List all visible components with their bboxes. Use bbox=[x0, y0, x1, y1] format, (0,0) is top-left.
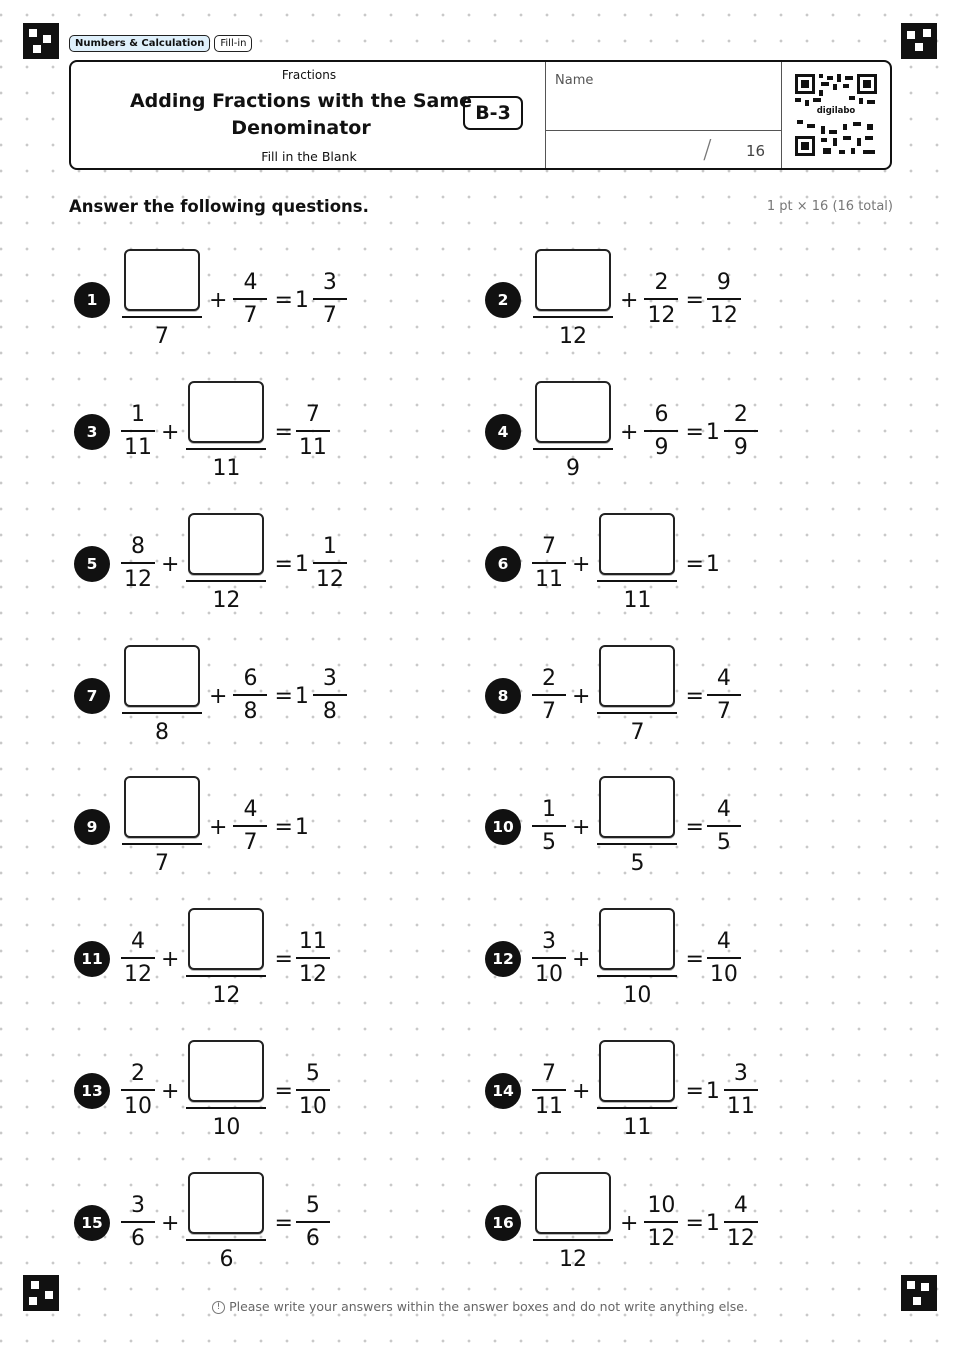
numerator: 2 bbox=[121, 1061, 155, 1091]
problem-number: 9 bbox=[74, 809, 110, 845]
fraction bbox=[120, 1061, 156, 1121]
answer-box[interactable] bbox=[599, 513, 675, 575]
denominator: 12 bbox=[124, 567, 152, 592]
fraction bbox=[232, 797, 268, 857]
denominator: 12 bbox=[212, 588, 241, 613]
answer-box[interactable] bbox=[599, 908, 675, 970]
numerator: 4 bbox=[707, 666, 741, 696]
problem-number: 16 bbox=[485, 1205, 521, 1241]
denominator: 8 bbox=[322, 699, 337, 724]
denominator: 5 bbox=[542, 830, 556, 855]
numerator: 2 bbox=[644, 270, 678, 300]
denominator: 12 bbox=[726, 1226, 755, 1251]
divider bbox=[545, 62, 546, 168]
fraction bbox=[120, 402, 156, 462]
equals-sign: = bbox=[685, 946, 704, 972]
blank-fraction bbox=[595, 908, 679, 1010]
problem-item bbox=[485, 377, 759, 487]
numerator: 3 bbox=[121, 1193, 155, 1223]
blank-fraction bbox=[120, 249, 204, 351]
plus-sign: + bbox=[161, 946, 180, 972]
problem-number: 2 bbox=[485, 282, 521, 318]
denominator: 7 bbox=[155, 324, 169, 349]
answer-box[interactable] bbox=[188, 381, 264, 443]
numerator: 5 bbox=[296, 1061, 330, 1091]
problem-number: 13 bbox=[74, 1073, 110, 1109]
problem-item bbox=[485, 509, 723, 619]
answer-box[interactable] bbox=[535, 1172, 611, 1234]
fraction bbox=[531, 797, 567, 857]
equals-sign: = bbox=[685, 683, 704, 709]
equals-sign: = bbox=[274, 946, 293, 972]
fraction bbox=[723, 1061, 759, 1121]
whole-number: 1 bbox=[705, 1078, 720, 1104]
plus-sign: + bbox=[161, 1078, 180, 1104]
numerator: 3 bbox=[724, 1061, 758, 1091]
fraction bbox=[531, 929, 567, 989]
equals-sign: = bbox=[685, 1078, 704, 1104]
blank-fraction bbox=[184, 1040, 268, 1142]
name-field-label: Name bbox=[555, 73, 594, 88]
denominator: 7 bbox=[716, 699, 731, 724]
denominator: 9 bbox=[733, 435, 748, 460]
problem-number: 6 bbox=[485, 546, 521, 582]
denominator: 11 bbox=[535, 567, 563, 592]
plus-sign: + bbox=[572, 551, 591, 577]
type-tag: Fill-in bbox=[214, 35, 252, 52]
fraction bbox=[643, 1193, 679, 1253]
denominator: 12 bbox=[647, 1226, 676, 1251]
fraction bbox=[295, 402, 331, 462]
problem-item bbox=[74, 904, 331, 1014]
problem-item bbox=[74, 245, 348, 355]
numerator: 6 bbox=[644, 402, 678, 432]
fraction bbox=[706, 666, 742, 726]
denominator: 12 bbox=[298, 962, 327, 987]
fraction bbox=[120, 1193, 156, 1253]
fraction bbox=[531, 534, 567, 594]
denominator: 6 bbox=[131, 1226, 145, 1251]
blank-fraction bbox=[595, 776, 679, 878]
plus-sign: + bbox=[572, 1078, 591, 1104]
worksheet-header bbox=[69, 60, 892, 170]
denominator: 12 bbox=[124, 962, 152, 987]
problem-number: 10 bbox=[485, 809, 521, 845]
denominator: 8 bbox=[155, 720, 169, 745]
problem-item bbox=[74, 377, 331, 487]
fraction bbox=[706, 270, 742, 330]
numerator: 7 bbox=[532, 1061, 566, 1091]
numerator: 4 bbox=[707, 929, 741, 959]
fraction bbox=[723, 402, 759, 462]
plus-sign: + bbox=[161, 551, 180, 577]
denominator: 12 bbox=[315, 567, 344, 592]
problem-number: 5 bbox=[74, 546, 110, 582]
denominator: 11 bbox=[124, 435, 152, 460]
numerator: 9 bbox=[707, 270, 741, 300]
problem-number: 14 bbox=[485, 1073, 521, 1109]
fraction bbox=[120, 929, 156, 989]
equals-sign: = bbox=[274, 287, 293, 313]
numerator: 4 bbox=[233, 797, 267, 827]
corner-marker-top-right bbox=[901, 23, 937, 59]
plus-sign: + bbox=[161, 1210, 180, 1236]
fraction bbox=[706, 797, 742, 857]
blank-fraction bbox=[184, 513, 268, 615]
problem-item bbox=[74, 772, 312, 882]
footer-note: Please write your answers within the answer boxes and do not write anything else. bbox=[229, 1299, 748, 1314]
level-badge: B-3 bbox=[463, 96, 523, 130]
numerator: 4 bbox=[121, 929, 155, 959]
denominator: 10 bbox=[623, 983, 652, 1008]
plus-sign: + bbox=[161, 419, 180, 445]
blank-fraction bbox=[531, 381, 615, 483]
denominator: 7 bbox=[243, 830, 258, 855]
denominator: 7 bbox=[630, 720, 645, 745]
denominator: 11 bbox=[623, 588, 652, 613]
equals-sign: = bbox=[274, 1078, 293, 1104]
equals-sign: = bbox=[274, 1210, 293, 1236]
answer-box[interactable] bbox=[599, 1040, 675, 1102]
footer-note-row bbox=[0, 1299, 960, 1314]
fraction bbox=[643, 402, 679, 462]
category-tag: Numbers & Calculation bbox=[69, 35, 210, 52]
problem-number: 7 bbox=[74, 678, 110, 714]
equals-sign: = bbox=[274, 419, 293, 445]
numerator: 7 bbox=[532, 534, 566, 564]
numerator: 3 bbox=[532, 929, 566, 959]
whole-number: 1 bbox=[294, 551, 309, 577]
fraction bbox=[531, 666, 567, 726]
numerator: 1 bbox=[313, 534, 347, 564]
problem-number: 1 bbox=[74, 282, 110, 318]
denominator: 6 bbox=[219, 1247, 234, 1272]
problem-item bbox=[74, 509, 348, 619]
problem-item bbox=[74, 1168, 331, 1278]
answer-box[interactable] bbox=[124, 249, 200, 311]
numerator: 4 bbox=[707, 797, 741, 827]
answer-box[interactable] bbox=[188, 1040, 264, 1102]
problem-item bbox=[485, 641, 742, 751]
problem-item bbox=[485, 772, 742, 882]
problem-item bbox=[485, 1168, 759, 1278]
answer-box[interactable] bbox=[535, 381, 611, 443]
fraction bbox=[531, 1061, 567, 1121]
fraction bbox=[706, 929, 742, 989]
answer-box[interactable] bbox=[188, 1172, 264, 1234]
denominator: 11 bbox=[212, 456, 241, 481]
corner-marker-top-left bbox=[23, 23, 59, 59]
denominator: 10 bbox=[124, 1094, 152, 1119]
problem-item bbox=[74, 1036, 331, 1146]
fraction bbox=[295, 1193, 331, 1253]
equals-sign: = bbox=[274, 814, 293, 840]
denominator: 11 bbox=[298, 435, 327, 460]
problem-number: 11 bbox=[74, 941, 110, 977]
numerator: 5 bbox=[296, 1193, 330, 1223]
denominator: 12 bbox=[212, 983, 241, 1008]
problem-item bbox=[74, 641, 348, 751]
problem-item bbox=[485, 1036, 759, 1146]
answer-box[interactable] bbox=[535, 249, 611, 311]
fraction bbox=[295, 1061, 331, 1121]
denominator: 5 bbox=[630, 851, 645, 876]
blank-fraction bbox=[531, 1172, 615, 1274]
whole-number: 1 bbox=[294, 683, 309, 709]
whole-number: 1 bbox=[705, 1210, 720, 1236]
score-total: 16 bbox=[746, 142, 766, 160]
denominator: 8 bbox=[243, 699, 258, 724]
numerator: 2 bbox=[532, 666, 566, 696]
blank-fraction bbox=[184, 381, 268, 483]
blank-fraction bbox=[595, 645, 679, 747]
fraction bbox=[723, 1193, 759, 1253]
equals-sign: = bbox=[685, 1210, 704, 1236]
denominator: 9 bbox=[654, 435, 669, 460]
plus-sign: + bbox=[209, 287, 228, 313]
blank-fraction bbox=[184, 1172, 268, 1274]
denominator: 11 bbox=[726, 1094, 755, 1119]
category-tags bbox=[69, 35, 252, 52]
fraction bbox=[120, 534, 156, 594]
plus-sign: + bbox=[572, 814, 591, 840]
divider bbox=[781, 62, 782, 168]
fraction bbox=[232, 270, 268, 330]
denominator: 11 bbox=[535, 1094, 563, 1119]
answer-box[interactable] bbox=[599, 645, 675, 707]
denominator: 12 bbox=[559, 324, 587, 349]
blank-fraction bbox=[595, 1040, 679, 1142]
denominator: 12 bbox=[559, 1247, 587, 1272]
blank-fraction bbox=[120, 645, 204, 747]
problem-item bbox=[485, 904, 742, 1014]
problem-number: 4 bbox=[485, 414, 521, 450]
fraction bbox=[312, 270, 348, 330]
equals-sign: = bbox=[274, 551, 293, 577]
denominator: 6 bbox=[305, 1226, 320, 1251]
whole-number: 1 bbox=[294, 814, 309, 840]
header-subtitle: Fill in the Blank bbox=[261, 149, 357, 164]
whole-number: 1 bbox=[705, 419, 720, 445]
numerator: 3 bbox=[313, 666, 347, 696]
numerator: 2 bbox=[724, 402, 758, 432]
denominator: 10 bbox=[212, 1115, 241, 1140]
whole-number: 1 bbox=[705, 551, 720, 577]
denominator: 7 bbox=[243, 303, 258, 328]
denominator: 10 bbox=[709, 962, 738, 987]
fraction bbox=[312, 666, 348, 726]
score-slash: / bbox=[703, 135, 712, 165]
instructions: Answer the following questions. bbox=[69, 197, 369, 216]
equals-sign: = bbox=[685, 419, 704, 445]
answer-box[interactable] bbox=[188, 908, 264, 970]
equals-sign: = bbox=[685, 814, 704, 840]
whole-number: 1 bbox=[294, 287, 309, 313]
numerator: 1 bbox=[121, 402, 155, 432]
header-category: Fractions bbox=[281, 68, 337, 82]
equals-sign: = bbox=[685, 551, 704, 577]
denominator: 10 bbox=[535, 962, 563, 987]
denominator: 12 bbox=[647, 303, 676, 328]
plus-sign: + bbox=[572, 946, 591, 972]
numerator: 8 bbox=[121, 534, 155, 564]
points-info: 1 pt × 16 (16 total) bbox=[766, 199, 893, 214]
info-icon: ! bbox=[212, 1301, 225, 1314]
fraction bbox=[295, 929, 331, 989]
denominator: 7 bbox=[542, 699, 556, 724]
page-title: Adding Fractions with the Same Denominator bbox=[129, 90, 473, 139]
plus-sign: + bbox=[209, 683, 228, 709]
denominator: 11 bbox=[623, 1115, 652, 1140]
answer-box[interactable] bbox=[188, 513, 264, 575]
problem-number: 3 bbox=[74, 414, 110, 450]
numerator: 4 bbox=[233, 270, 267, 300]
fraction bbox=[312, 534, 348, 594]
numerator: 6 bbox=[233, 666, 267, 696]
plus-sign: + bbox=[209, 814, 228, 840]
equals-sign: = bbox=[274, 683, 293, 709]
answer-box[interactable] bbox=[124, 776, 200, 838]
problem-number: 8 bbox=[485, 678, 521, 714]
plus-sign: + bbox=[572, 683, 591, 709]
numerator: 11 bbox=[296, 929, 330, 959]
numerator: 7 bbox=[296, 402, 330, 432]
problem-item bbox=[485, 245, 742, 355]
blank-fraction bbox=[184, 908, 268, 1010]
plus-sign: + bbox=[620, 419, 639, 445]
equals-sign: = bbox=[685, 287, 704, 313]
numerator: 1 bbox=[532, 797, 566, 827]
denominator: 5 bbox=[716, 830, 731, 855]
blank-fraction bbox=[531, 249, 615, 351]
fraction bbox=[643, 270, 679, 330]
numerator: 4 bbox=[724, 1193, 758, 1223]
fraction bbox=[232, 666, 268, 726]
plus-sign: + bbox=[620, 287, 639, 313]
problem-number: 15 bbox=[74, 1205, 110, 1241]
blank-fraction bbox=[595, 513, 679, 615]
denominator: 9 bbox=[566, 456, 580, 481]
answer-box[interactable] bbox=[124, 645, 200, 707]
denominator: 7 bbox=[322, 303, 337, 328]
plus-sign: + bbox=[620, 1210, 639, 1236]
answer-box[interactable] bbox=[599, 776, 675, 838]
numerator: 10 bbox=[644, 1193, 678, 1223]
numerator: 3 bbox=[313, 270, 347, 300]
denominator: 7 bbox=[155, 851, 169, 876]
qr-code-label: digilabo bbox=[816, 106, 856, 116]
divider bbox=[545, 130, 781, 131]
denominator: 10 bbox=[298, 1094, 327, 1119]
problem-number: 12 bbox=[485, 941, 521, 977]
blank-fraction bbox=[120, 776, 204, 878]
denominator: 12 bbox=[709, 303, 738, 328]
